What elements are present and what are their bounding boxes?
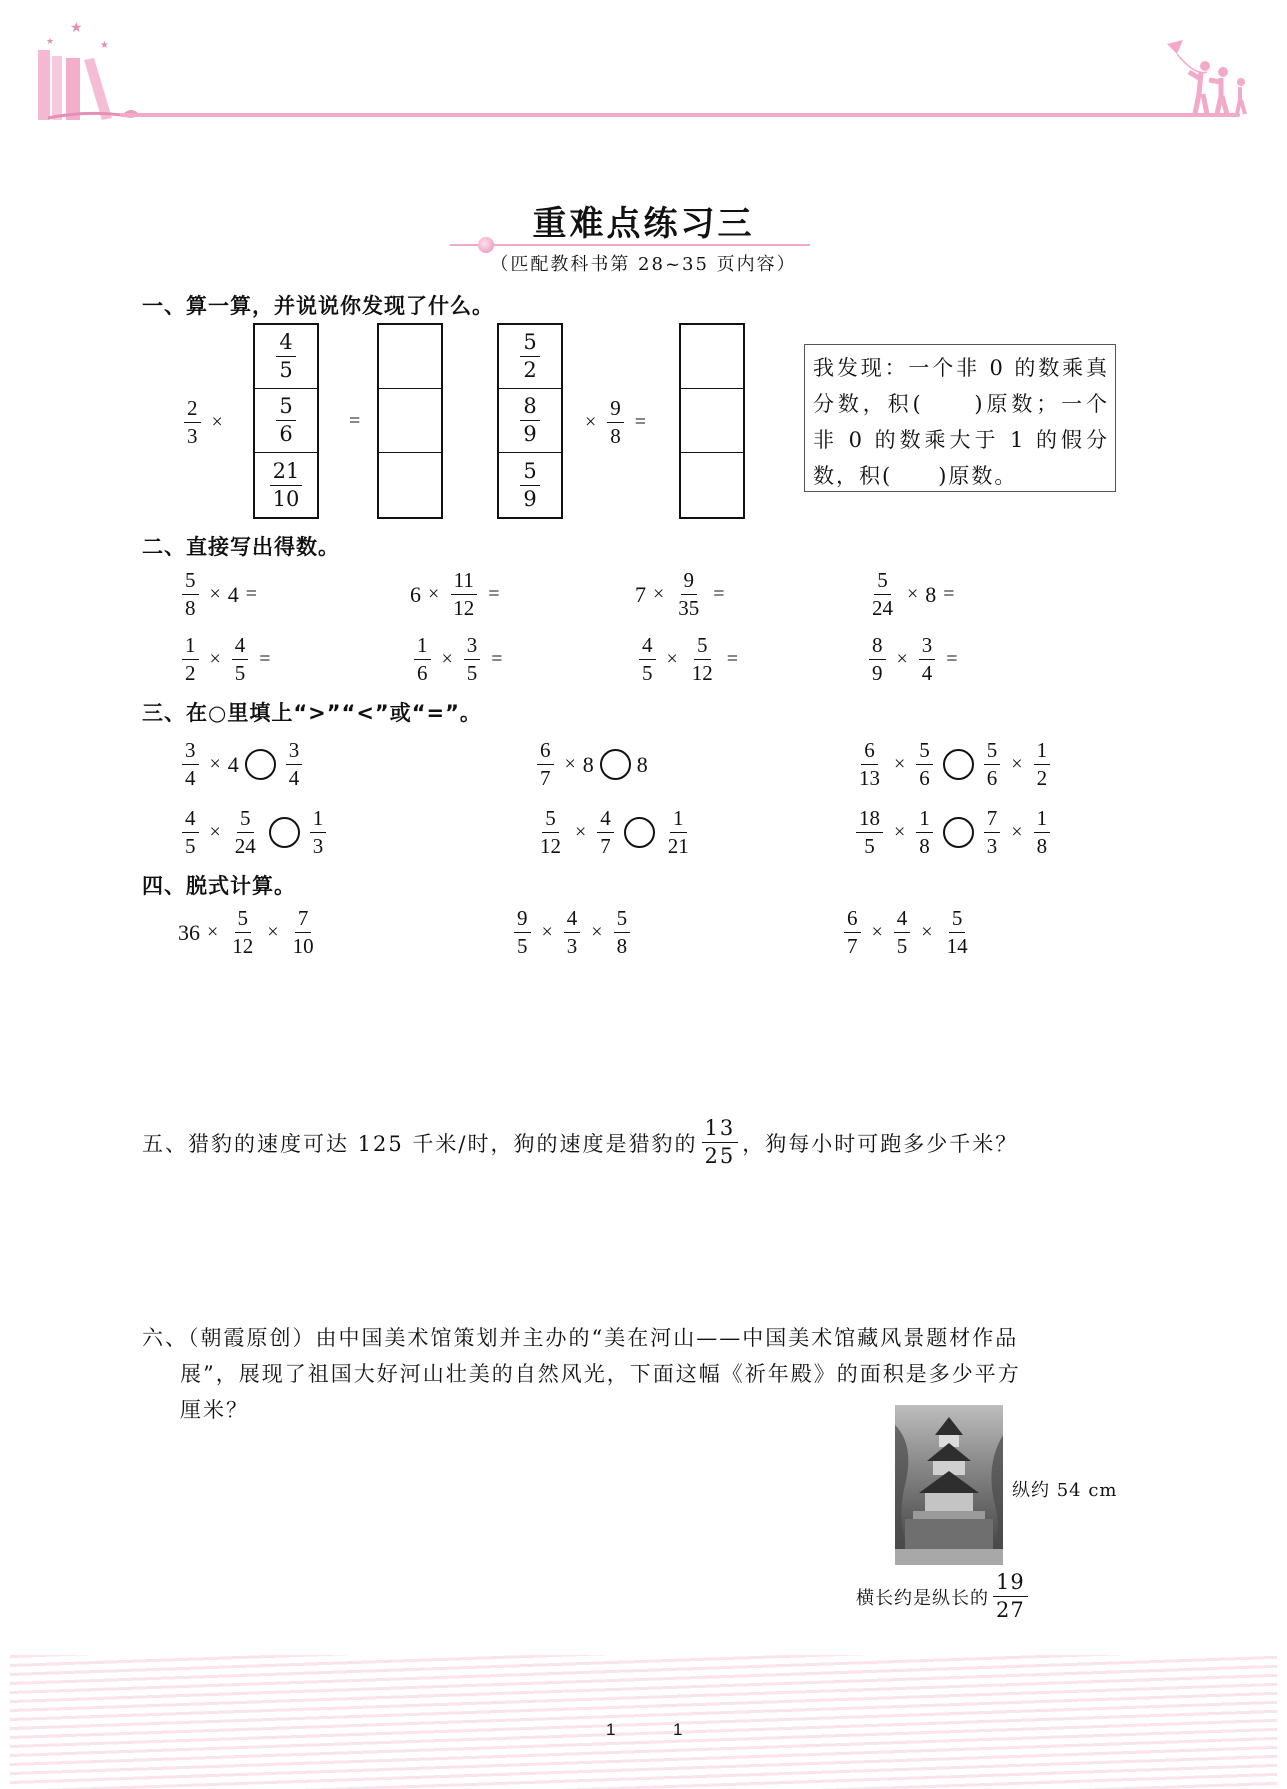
kids-with-kite-icon <box>1155 36 1255 116</box>
compare-circle[interactable] <box>600 749 631 780</box>
compare-circle[interactable] <box>624 817 655 848</box>
sec2-item-3: 7 × $\frac{9}{35}$ = <box>635 568 725 620</box>
page-number-right: 1 <box>673 1720 683 1739</box>
painting-height-label: 纵约 54 cm <box>1012 1480 1118 1501</box>
sec1-right-factor: × $\frac{9}{8}$ = <box>585 396 647 448</box>
sec2-item-6: $\frac{1}{6}$ × $\frac{3}{5}$ = <box>410 635 510 684</box>
section-4-heading: 四、脱式计算。 <box>142 874 296 898</box>
page-title: 重难点练习三 <box>532 204 755 244</box>
sec2-item-4: $\frac{5}{24}$ × 8 = <box>872 568 955 620</box>
sec3-item-5: $\frac{5}{12}$ × $\frac{4}{7}$ $\frac{1}{21}$ <box>540 806 689 858</box>
discovery-box[interactable]: 我发现：一个非 0 的数乘真分数，积( )原数；一个非 0 的数乘大于 1 的假分数，积( )原数。 <box>804 344 1116 492</box>
section-3-heading: 三、在○里填上“>”“<”或“=”。 <box>142 701 482 725</box>
sec1-equals-1: = <box>349 410 361 432</box>
books-decoration-icon <box>28 18 158 138</box>
answer-cell[interactable] <box>681 453 743 517</box>
sec3-item-3: $\frac{6}{13}$ × $\frac{5}{6}$ $\frac{5}{6}$ × $\frac{1}{2}$ <box>852 740 1054 789</box>
page-subtitle: （匹配教科书第 28~35 页内容） <box>490 254 797 275</box>
sec1-left-factor: $\frac{2}{3}$ × <box>180 398 230 447</box>
sec2-item-5: $\frac{1}{2}$ × $\frac{4}{5}$ = <box>178 635 278 684</box>
sec1-answer-column-1[interactable] <box>377 323 443 519</box>
sec2-item-8: $\frac{8}{9}$ × $\frac{3}{4}$ = <box>865 635 965 684</box>
sec3-item-1: $\frac{3}{4}$ × 4 $\frac{3}{4}$ <box>178 740 306 789</box>
sec4-item-1: 36 × $\frac{5}{12}$ × $\frac{7}{10}$ <box>178 906 314 958</box>
title-divider <box>450 244 810 246</box>
compare-circle[interactable] <box>269 817 300 848</box>
sec2-item-7: $\frac{4}{5}$ × $\frac{5}{12}$ = <box>635 635 745 684</box>
sec2-item-1: $\frac{5}{8}$ × 4 = <box>178 570 264 619</box>
section-5-question: 五、猎豹的速度可达 125 千米/时，狗的速度是猎豹的 $\frac{13}{25}$ ，狗每小时可跑多少千米？ <box>142 1116 1019 1168</box>
answer-cell[interactable] <box>379 453 441 517</box>
compare-circle[interactable] <box>943 817 974 848</box>
sec3-item-4: $\frac{4}{5}$ × $\frac{5}{24}$ $\frac{1}{3}$ <box>178 808 330 857</box>
section-1-heading: 一、算一算，并说说你发现了什么。 <box>142 294 494 318</box>
sec1-answer-column-2[interactable] <box>679 323 745 519</box>
temple-of-heaven-painting <box>895 1405 1003 1565</box>
section-6-line-3: 厘米？ <box>180 1398 249 1422</box>
footer-band <box>10 1655 1277 1789</box>
sec1-factor-column: $\frac{4}{5}$ $\frac{5}{6}$ $\frac{21}{10}$ <box>253 323 319 519</box>
compare-circle[interactable] <box>943 749 974 780</box>
section-6-line-2: 展”，展现了祖国大好河山壮美的自然风光，下面这幅《祈年殿》的面积是多少平方 <box>180 1362 1021 1386</box>
painting-width-label: 横长约是纵长的 $\frac{19}{27}$ <box>856 1572 1032 1621</box>
sec2-item-2: 6 × $\frac{11}{12}$ = <box>410 568 500 620</box>
answer-cell[interactable] <box>379 325 441 389</box>
svg-text:★: ★ <box>46 37 55 47</box>
sec3-item-2: $\frac{6}{7}$ × 8 8 <box>533 740 648 789</box>
svg-text:★: ★ <box>100 40 109 51</box>
sec4-item-2: $\frac{9}{5}$ × $\frac{4}{3}$ × $\frac{5}{8}$ <box>510 908 634 957</box>
answer-cell[interactable] <box>681 325 743 389</box>
answer-cell[interactable] <box>681 389 743 453</box>
compare-circle[interactable] <box>245 749 276 780</box>
section-2-heading: 二、直接写出得数。 <box>142 535 340 559</box>
answer-cell[interactable] <box>379 389 441 453</box>
section-6-line-1: 六、（朝霞原创）由中国美术馆策划并主办的“美在河山——中国美术馆藏风景题材作品 <box>142 1326 1019 1350</box>
svg-text:★: ★ <box>70 20 83 36</box>
header-line <box>120 113 1240 117</box>
page-number-left: 1 <box>606 1720 616 1739</box>
sec3-item-6: $\frac{18}{5}$ × $\frac{1}{8}$ $\frac{7}{3}$ × $\frac{1}{8}$ <box>852 808 1054 857</box>
sec4-item-3: $\frac{6}{7}$ × $\frac{4}{5}$ × $\frac{5}{14}$ <box>840 908 975 957</box>
sec1-factor-column-2: $\frac{5}{2}$ $\frac{8}{9}$ $\frac{5}{9}$ <box>497 323 563 519</box>
